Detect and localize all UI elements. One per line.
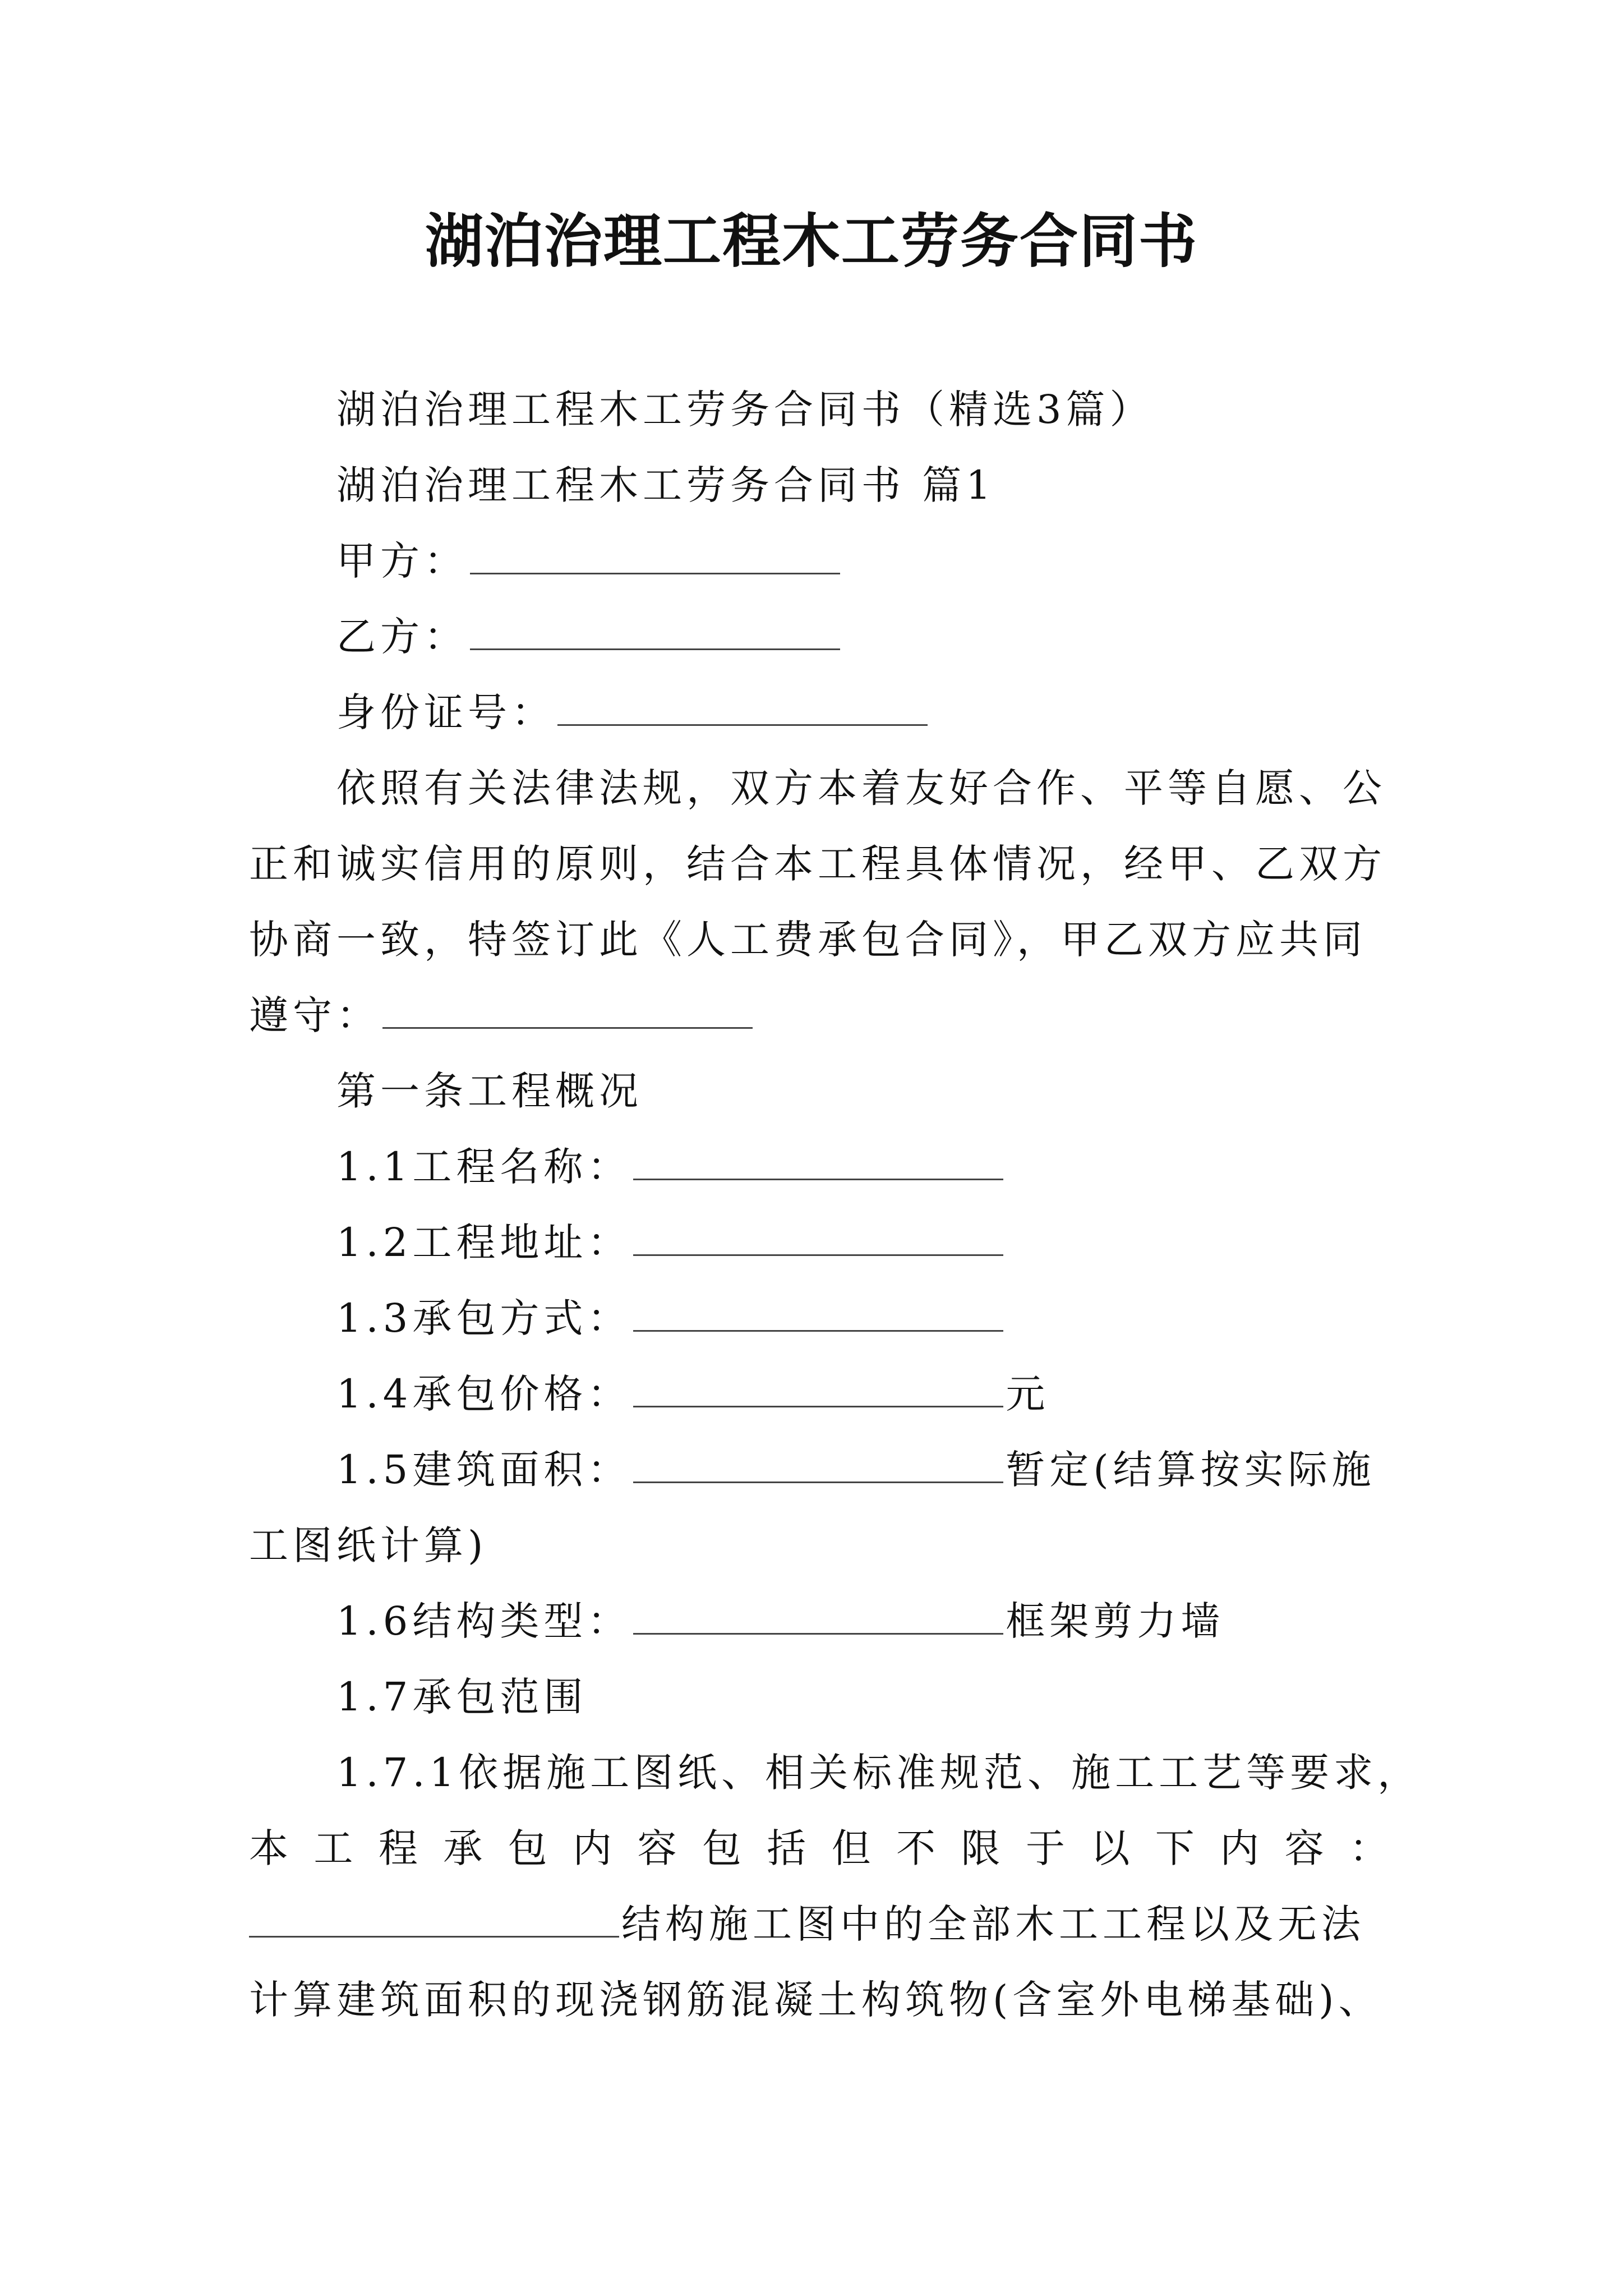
item-1-2-label: 1.2工程地址： [336,1220,631,1266]
item-1-6-suffix: 框架剪力墙 [1006,1598,1225,1644]
item-1-4-blank [633,1366,1003,1407]
item-1-2-blank [633,1215,1003,1256]
intro-line-1: 依照有关法律法规，双方本着友好合作、平等自愿、公 [336,765,1386,811]
scope-line-4: 计算建筑面积的现浇钢筋混凝土构筑物(含室外电梯基础)、 [249,1977,1382,2023]
item-1-1-label: 1.1工程名称： [336,1144,631,1190]
intro-line-4-text: 遵守： [249,992,380,1038]
intro-blank [382,988,753,1029]
subtitle: 湖泊治理工程木工劳务合同书（精选3篇） [336,386,1154,432]
scope-line-2: 本工程承包内容包括但不限于以下内容： [249,1825,1393,1871]
item-1-3-blank [633,1291,1003,1332]
id-number-blank [557,685,928,726]
item-1-3-label: 1.3承包方式： [336,1295,631,1341]
item-1-2 [336,1214,1393,1271]
scope-line-3-text: 结构施工图中的全部木工工程以及无法 [621,1901,1365,1947]
item-1-5-label: 1.5建筑面积： [336,1447,631,1493]
item-1-7: 1.7承包范围 [336,1674,588,1720]
item-1-6 [336,1593,1393,1649]
id-number-line [336,684,1393,740]
party-a-label: 甲方： [336,538,468,584]
id-number-label: 身份证号： [336,689,555,735]
item-1-4 [336,1366,1393,1422]
item-1-5-suffix: 暂定(结算按实际施 [1006,1447,1376,1493]
intro-line-4 [249,987,1393,1043]
party-b-blank [470,609,840,650]
intro-line-2: 正和诚实信用的原则，结合本工程具体情况，经甲、乙双方 [249,841,1386,887]
item-1-1-blank [633,1139,1003,1180]
scope-blank [249,1897,619,1938]
item-1-4-label: 1.4承包价格： [336,1371,631,1417]
part-heading: 湖泊治理工程木工劳务合同书 篇1 [336,462,995,508]
item-1-5-blank [633,1442,1003,1483]
intro-line-3: 协商一致，特签订此《人工费承包合同》，甲乙双方应共同 [249,917,1367,963]
article-1-heading: 第一条工程概况 [336,1068,643,1114]
scope-line-3 [249,1896,1393,1952]
item-1-6-label: 1.6结构类型： [336,1598,631,1644]
scope-line-1: 1.7.1依据施工图纸、相关标准规范、施工工艺等要求， [336,1750,1422,1796]
item-1-1 [336,1139,1393,1195]
party-a-blank [470,533,840,574]
item-1-5 [336,1442,1393,1498]
party-a-line [336,533,1393,589]
item-1-3 [336,1290,1393,1346]
item-1-6-blank [633,1594,1003,1635]
party-b-line [336,609,1393,665]
page-title: 湖泊治理工程木工劳务合同书 [425,206,1198,275]
item-1-4-suffix: 元 [1006,1371,1050,1417]
party-b-label: 乙方： [336,614,468,660]
item-1-5-continuation: 工图纸计算) [249,1522,488,1568]
